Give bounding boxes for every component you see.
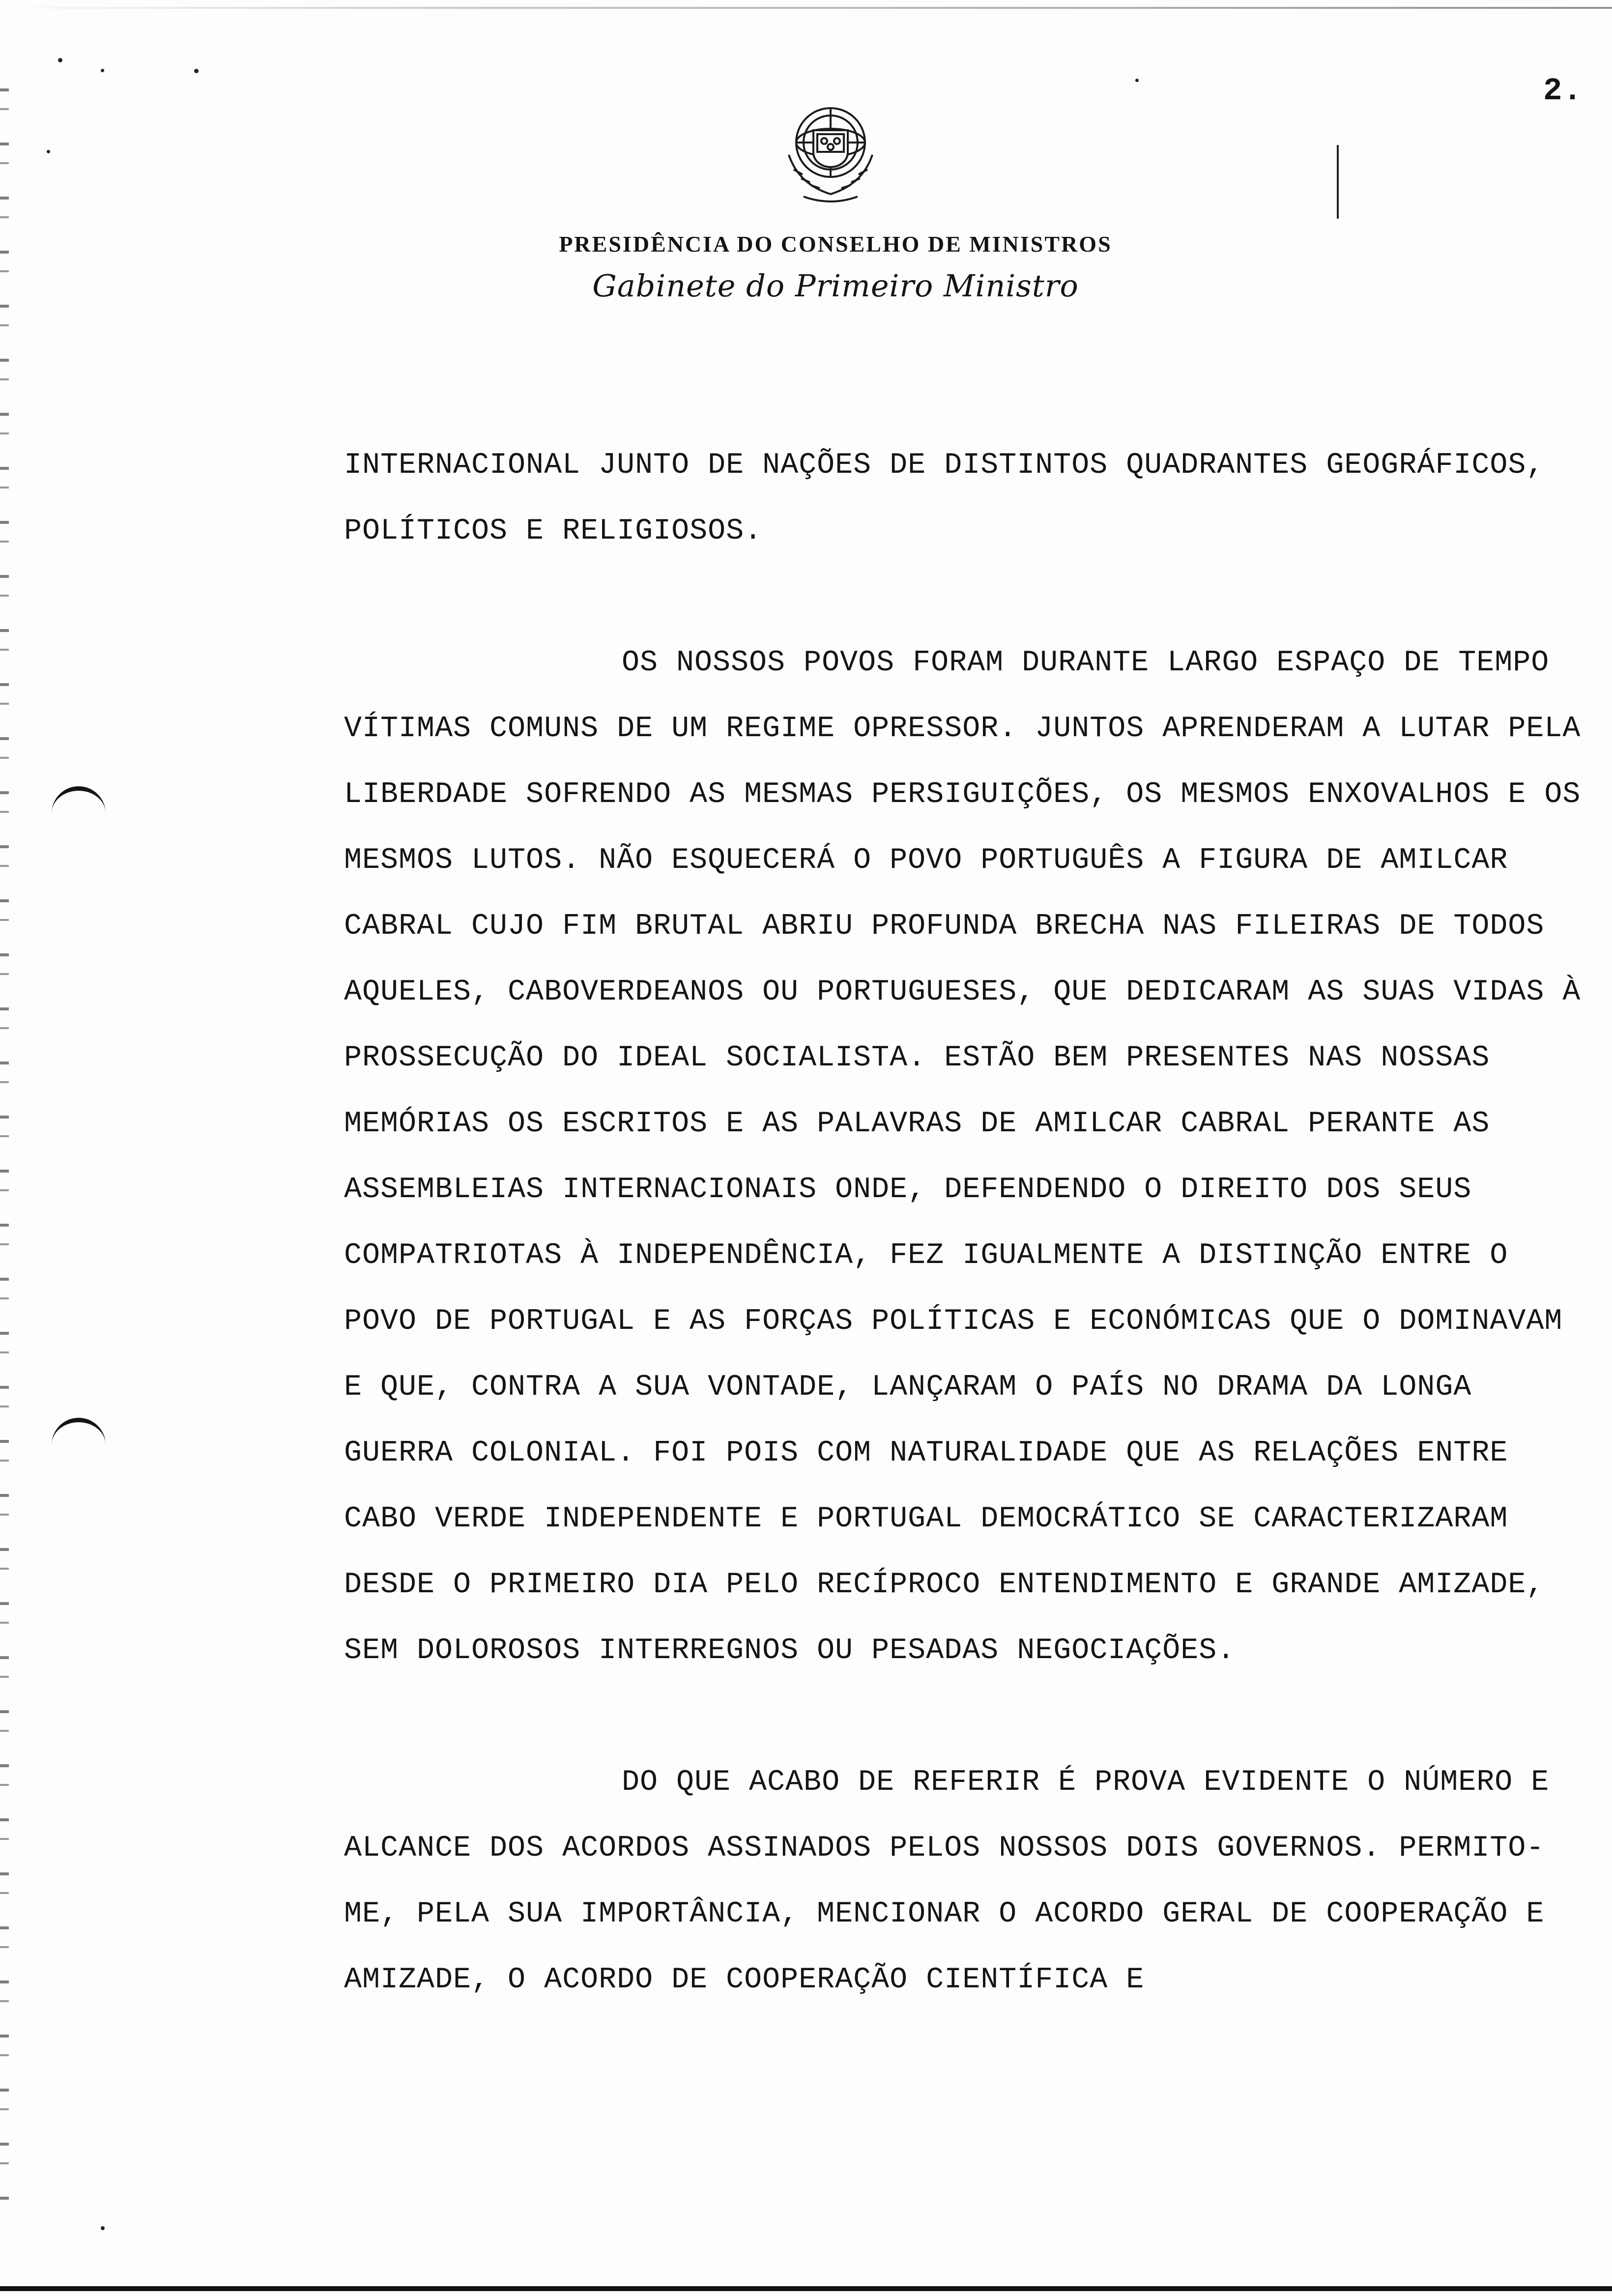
letterhead-title: PRESIDÊNCIA DO CONSELHO DE MINISTROS bbox=[559, 231, 1112, 257]
punch-hole bbox=[52, 1418, 106, 1457]
page-number: 2. bbox=[1543, 74, 1583, 109]
scan-bottom-edge bbox=[0, 2286, 1612, 2291]
scan-left-edge bbox=[0, 88, 9, 2202]
paragraph: DO QUE ACABO DE REFERIR É PROVA EVIDENTE O NÚMERO E ALCANCE DOS ACORDOS ASSINADOS PELOS NOSSOS DOIS GOVERNOS. PERMITO-ME, PELA SUA IMPORTÂNCIA, MENCIONAR O ACORDO GERAL DE COOPERAÇÃO E AMIZADE, O ACORDO DE COOPERAÇÃO CIENTÍFICA E bbox=[344, 1766, 1568, 1997]
letterhead-subtitle: Gabinete do Primeiro Ministro bbox=[592, 268, 1079, 304]
scan-speck bbox=[58, 58, 62, 62]
scan-speck bbox=[101, 2226, 105, 2230]
paragraph: INTERNACIONAL JUNTO DE NAÇÕES DE DISTINTOS QUADRANTES GEOGRÁFICOS, POLÍTICOS E RELIGIOSOS. bbox=[344, 449, 1563, 548]
punch-hole bbox=[52, 786, 106, 825]
paragraph: OS NOSSOS POVOS FORAM DURANTE LARGO ESPAÇO DE TEMPO VÍTIMAS COMUNS DE UM REGIME OPRESSOR. JUNTOS APRENDERAM A LUTAR PELA LIBERDADE SOFRENDO AS MESMAS PERSIGUIÇÕES, OS MESMOS ENXOVALHOS E OS MESMOS LUTOS. NÃO ESQUECERÁ O POVO PORTUGUÊS A FIGURA DE AMILCAR CABRAL CUJO FIM BRUTAL ABRIU PROFUNDA BRECHA NAS FILEIRAS DE TODOS AQUELES, CABOVERDEANOS OU PORTUGUESES, QUE DEDICARAM AS SUAS VIDAS À PROSSECUÇÃO DO IDEAL SOCIALISTA. ESTÃO BEM PRESENTES NAS NOSSAS MEMÓRIAS OS ESCRITOS E AS PALAVRAS DE AMILCAR CABRAL PERANTE AS ASSEMBLEIAS INTERNACIONAIS ONDE, DEFENDENDO O DIREITO DOS SEUS COMPATRIOTAS À INDEPENDÊNCIA, FEZ IGUALMENTE A DISTINÇÃO ENTRE O POVO DE PORTUGAL E AS FORÇAS POLÍTICAS E ECONÓMICAS QUE O DOMINAVAM E QUE, CONTRA A SUA VONTADE, LANÇARAM O PAÍS NO DRAMA DA LONGA GUERRA COLONIAL. FOI POIS COM NATURALIDADE QUE AS RELAÇÕES ENTRE CABO VERDE INDEPENDENTE E PORTUGAL DEMOCRÁTICO SE CARACTERIZARAM DESDE O PRIMEIRO DIA PELO RECÍPROCO ENTENDIMENTO E GRANDE AMIZADE, SEM DOLOROSOS INTERREGNOS OU PESADAS NEGOCIAÇÕES. bbox=[344, 646, 1599, 1667]
scan-speck bbox=[47, 150, 50, 153]
scan-top-edge bbox=[0, 7, 1612, 9]
scan-speck bbox=[101, 69, 104, 72]
margin-mark bbox=[1337, 145, 1339, 219]
coat-of-arms-icon bbox=[774, 96, 887, 209]
document-body bbox=[344, 432, 1599, 2013]
scan-speck bbox=[1135, 79, 1139, 82]
scan-speck bbox=[194, 69, 199, 73]
